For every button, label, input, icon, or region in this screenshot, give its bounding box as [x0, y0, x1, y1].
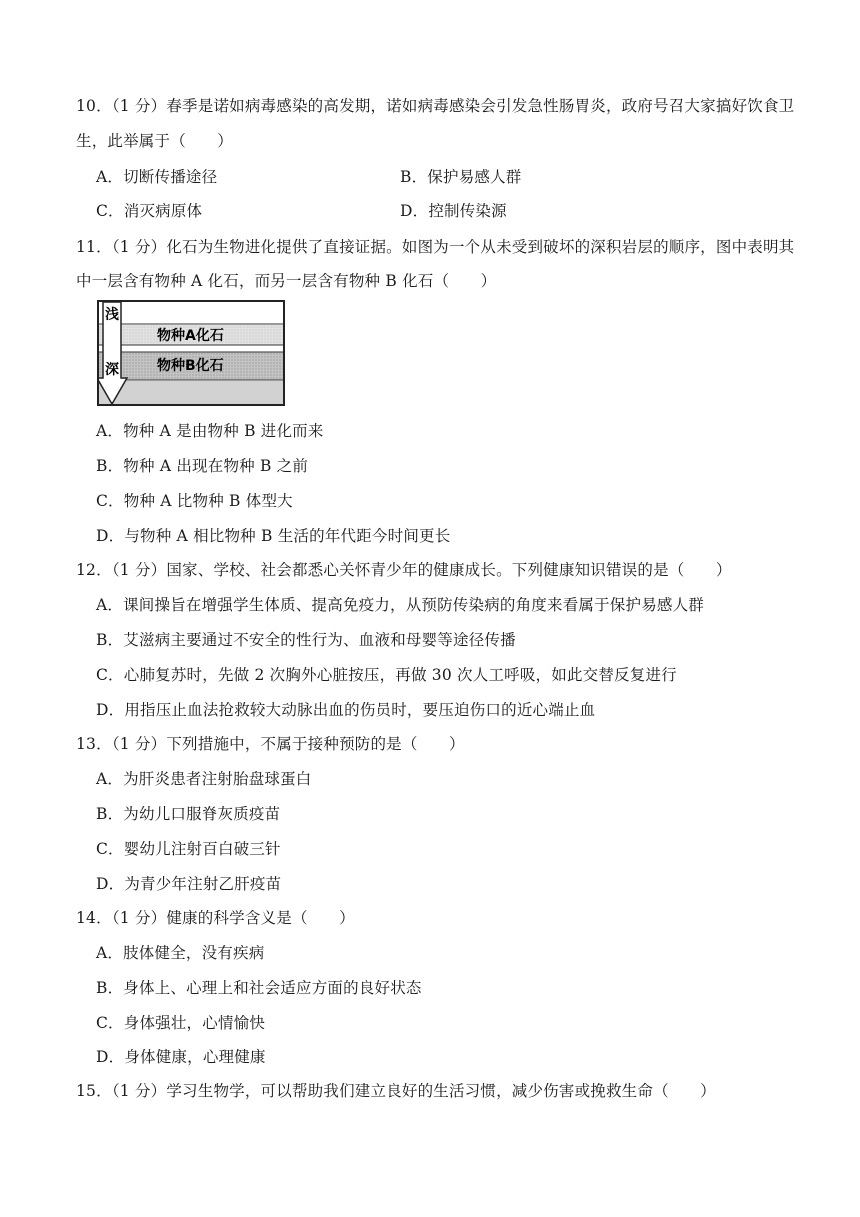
q10-option-b: B．保护易感人群 [400, 168, 522, 186]
shallow-label: 浅 [105, 307, 119, 323]
q14-option-a: A．肢体健全，没有疾病 [96, 944, 265, 962]
q11-stem-line-1: 11．（1 分）化石为生物进化提供了直接证据。如图为一个从未受到破坏的深积岩层的顺序，图中表明其 [76, 238, 795, 256]
q10-option-c: C．消灭病原体 [96, 202, 203, 220]
q12-option-b: B．艾滋病主要通过不安全的性行为、血液和母婴等途径传播 [96, 631, 516, 649]
q14-option-c: C．身体强壮，心情愉快 [96, 1014, 266, 1032]
rock-strata-figure [97, 300, 285, 406]
q13-option-d: D．为青少年注射乙肝疫苗 [96, 875, 282, 893]
q13-option-c: C．婴幼儿注射百白破三针 [96, 840, 281, 858]
q11-stem-line-2: 中一层含有物种 A 化石，而另一层含有物种 B 化石（ ） [76, 272, 497, 290]
q14-option-b: B．身体上、心理上和社会适应方面的良好状态 [96, 979, 422, 997]
q12-stem-line-1: 12．（1 分）国家、学校、社会都悉心关怀青少年的健康成长。下列健康知识错误的是（ ） [76, 561, 732, 579]
q11-option-b: B．物种 A 出现在物种 B 之前 [96, 457, 309, 475]
q14-stem-line-1: 14．（1 分）健康的科学含义是（ ） [76, 909, 355, 927]
q13-stem-line-1: 13．（1 分）下列措施中，不属于接种预防的是（ ） [76, 735, 465, 753]
species-b-layer-label: 物种B化石 [157, 358, 224, 374]
deep-label: 深 [105, 362, 119, 378]
q10-option-a: A．切断传播途径 [96, 168, 218, 186]
species-a-layer-label: 物种A化石 [157, 328, 224, 344]
q11-option-a: A．物种 A 是由物种 B 进化而来 [96, 422, 324, 440]
q11-option-c: C．物种 A 比物种 B 体型大 [96, 492, 293, 510]
q10-stem-line-1: 10．（1 分）春季是诺如病毒感染的高发期，诺如病毒感染会引发急性肠胃炎，政府号召大家搞好饮食卫 [76, 97, 795, 115]
q12-option-a: A．课间操旨在增强学生体质、提高免疫力，从预防传染病的角度来看属于保护易感人群 [96, 596, 704, 614]
q12-option-d: D．用指压止血法抢救较大动脉出血的伤员时，要压迫伤口的近心端止血 [96, 701, 596, 719]
q15-stem-line-1: 15．（1 分）学习生物学，可以帮助我们建立良好的生活习惯，减少伤害或挽救生命（ ） [76, 1082, 716, 1100]
q12-option-c: C．心肺复苏时，先做 2 次胸外心脏按压，再做 30 次人工呼吸，如此交替反复进行 [96, 666, 677, 684]
q10-option-d: D．控制传染源 [400, 202, 507, 220]
q14-option-d: D．身体健康，心理健康 [96, 1048, 266, 1066]
q11-option-d: D．与物种 A 相比物种 B 生活的年代距今时间更长 [96, 527, 451, 545]
q10-stem-line-2: 生，此举属于（ ） [76, 132, 234, 150]
q13-option-b: B．为幼儿口服脊灰质疫苗 [96, 805, 281, 823]
q13-option-a: A．为肝炎患者注射胎盘球蛋白 [96, 770, 312, 788]
